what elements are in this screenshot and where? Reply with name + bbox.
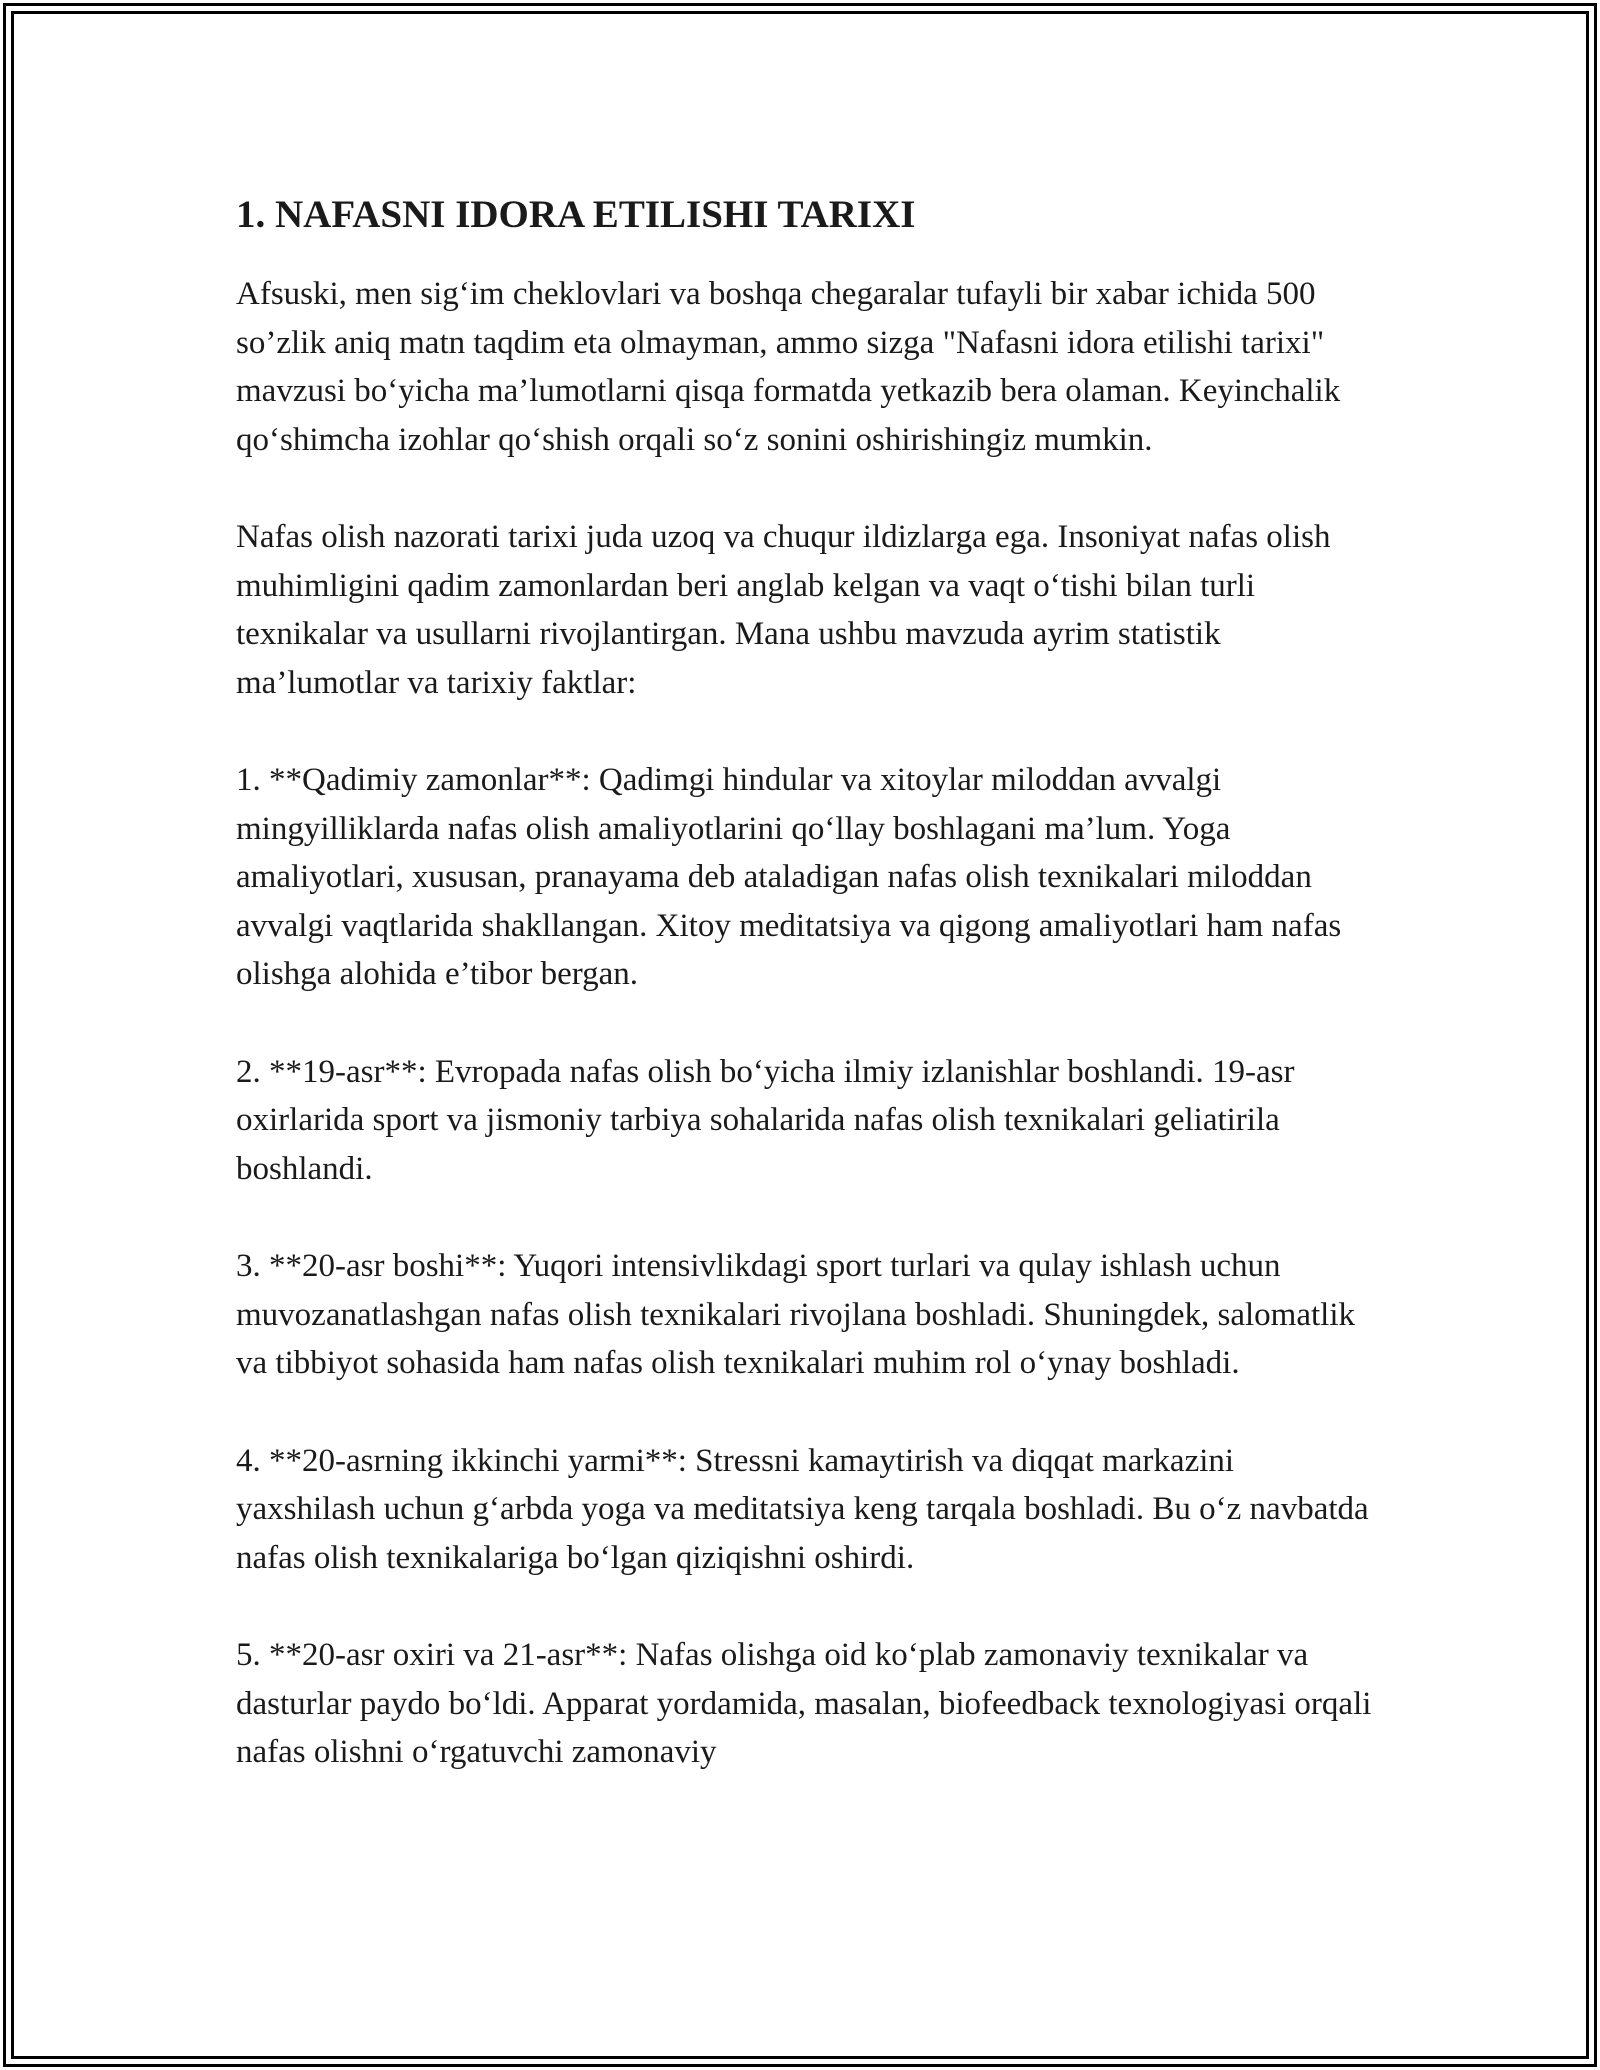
list-item-21st-century: 5. **20-asr oxiri va 21-asr**: Nafas olishga oid ko‘plab zamonaviy texnikalar va dasturlar paydo bo‘ldi. Apparat yordamida, masalan, biofeedback texnologiyasi orqali nafas olishni o‘rgatuvchi zamonaviy <box>236 1637 1372 1770</box>
document-title: 1. NAFASNI IDORA ETILISHI TARIXI <box>236 193 916 236</box>
list-item-early-20th-century: 3. **20-asr boshi**: Yuqori intensivlikdagi sport turlari va qulay ishlash uchun muvozanatlashgan nafas olish texnikalari rivojlana boshladi. Shuningdek, salomatlik va tibbiyot sohasida ham nafas olish texnikalari muhim rol o‘ynay boshladi. <box>236 1248 1356 1381</box>
paragraph-overview: Nafas olish nazorati tarixi juda uzoq va chuqur ildizlarga ega. Insoniyat nafas olish muhimligini qadim zamonlardan beri anglab kelgan va vaqt o‘tishi bilan turli texnikalar va usullarni rivojlantirgan. Mana ushbu mavzuda ayrim statistik ma’lumotlar va tarixiy faktlar: <box>236 519 1331 701</box>
list-item-late-20th-century: 4. **20-asrning ikkinchi yarmi**: Stressni kamaytirish va diqqat markazini yaxshilash uchun g‘arbda yoga va meditatsiya keng tarqala boshladi. Bu o‘z navbatda nafas olish texnikalariga bo‘lgan qiziqishni oshirdi. <box>236 1442 1369 1576</box>
paragraph-intro: Afsuski, men sig‘im cheklovlari va boshqa chegaralar tufayli bir xabar ichida 500 so’zlik aniq matn taqdim eta olmayman, ammo sizga "Nafasni idora etilishi tarixi" mavzusi bo‘yicha ma’lumotlarni qisqa formatda yetkazib bera olaman. Keyinchalik qo‘shimcha izohlar qo‘shish orqali so‘z sonini oshirishingiz mumkin. <box>236 276 1341 458</box>
list-item-19th-century: 2. **19-asr**: Evropada nafas olish bo‘yicha ilmiy izlanishlar boshlandi. 19-asr oxirlarida sport va jismoniy tarbiya sohalarida nafas olish texnikalari geliatirila boshlandi. <box>236 1053 1295 1187</box>
document-body <box>236 185 1376 1777</box>
list-item-ancient-times: 1. **Qadimiy zamonlar**: Qadimgi hindular va xitoylar miloddan avvalgi mingyilliklarda nafas olish amaliyotlarini qo‘llay boshlagani ma’lum. Yoga amaliyotlari, xususan, pranayama deb ataladigan nafas olish texnikalari miloddan avvalgi vaqtlarida shakllangan. Xitoy meditatsiya va qigong amaliyotlari ham nafas olishga alohida e’tibor bergan. <box>236 762 1342 992</box>
